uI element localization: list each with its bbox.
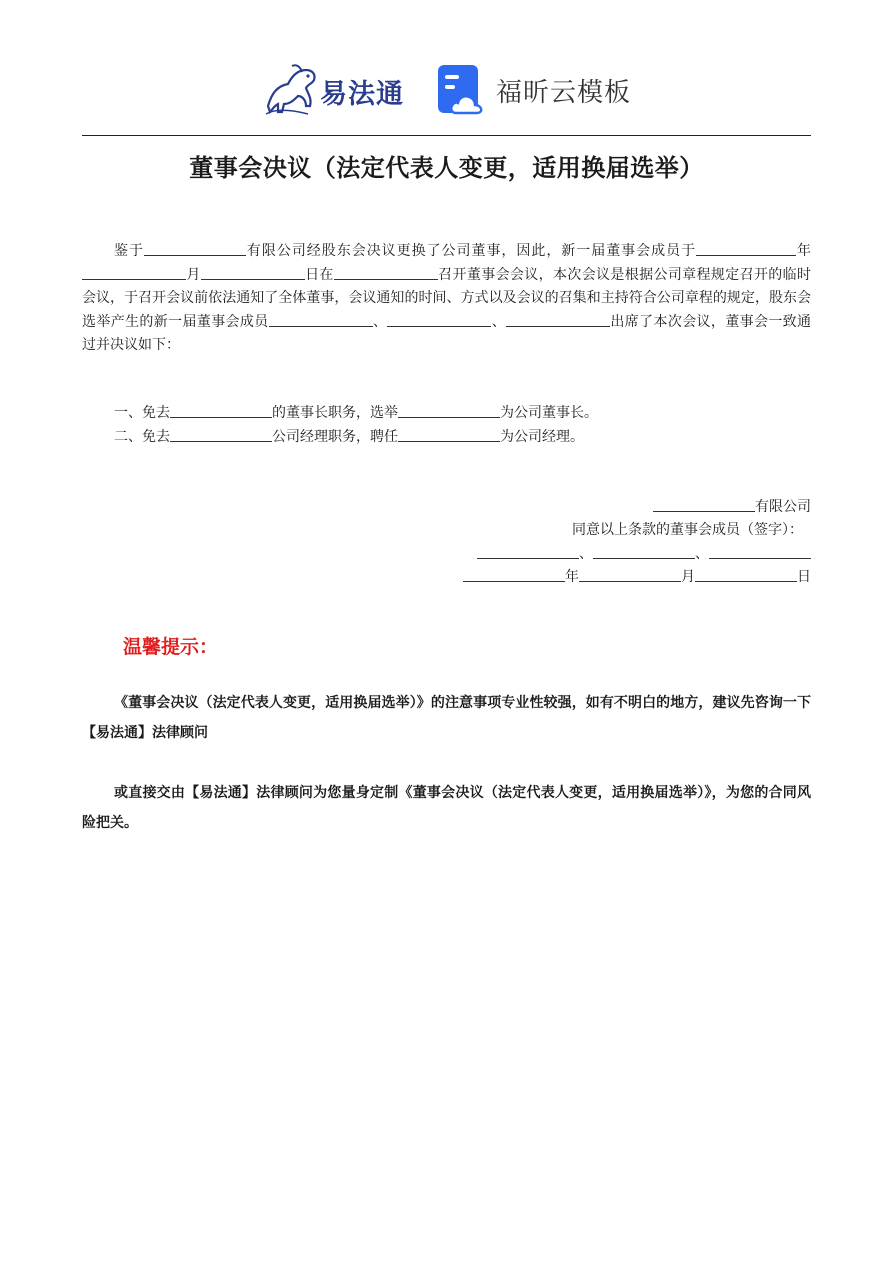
preamble-text: 有限公司经股东会决议更换了公司董事，因此，新一届董事会成员于 <box>245 243 697 259</box>
signature-blank[interactable] <box>593 543 695 559</box>
preamble-text: 日在 <box>304 266 334 283</box>
preamble-text: 年 <box>796 243 812 259</box>
signature-blank[interactable] <box>477 543 579 559</box>
signature-company-line <box>82 496 811 519</box>
removed-chairman-blank[interactable] <box>170 402 272 418</box>
signature-names-line <box>82 543 811 566</box>
yifatong-brand: 易法通 <box>320 79 404 110</box>
preamble-text: 鉴于 <box>114 243 144 259</box>
day-blank[interactable] <box>201 264 305 280</box>
signature-instruction: 同意以上条款的董事会成员（签字）： <box>572 522 803 538</box>
resolution-preamble <box>82 240 811 358</box>
month-blank[interactable] <box>82 264 186 280</box>
year-label: 年 <box>565 569 579 585</box>
signature-year-blank[interactable] <box>463 566 565 582</box>
resolution-text: 二、免去 <box>114 429 170 445</box>
fuxin-brand: 福昕云模板 <box>496 78 632 108</box>
company-blank[interactable] <box>144 240 246 256</box>
preamble-text: 、 <box>372 313 388 330</box>
tips-paragraph-2: 或直接交由【易法通】法律顾问为您量身定制《董事会决议（法定代表人变更，适用换届选举）》，为您的合同风险把关。 <box>82 785 811 831</box>
director-blank[interactable] <box>387 311 491 327</box>
resolution-item-2 <box>82 426 811 449</box>
preamble-text: 月 <box>186 266 201 283</box>
signature-date-line <box>82 566 811 589</box>
new-manager-blank[interactable] <box>398 426 500 442</box>
resolution-text: 为公司董事长。 <box>500 405 598 421</box>
tips-title: 温馨提示： <box>123 636 219 658</box>
resolution-text: 一、免去 <box>114 405 170 421</box>
signature-blank[interactable] <box>709 543 811 559</box>
resolution-text: 的董事长职务，选举 <box>272 405 398 421</box>
year-blank[interactable] <box>782 240 796 256</box>
qilin-logo-icon <box>262 62 322 118</box>
director-blank[interactable] <box>269 311 373 327</box>
page-header <box>0 58 893 122</box>
director-blank[interactable] <box>506 311 610 327</box>
removed-manager-blank[interactable] <box>170 426 272 442</box>
day-label: 日 <box>797 569 811 585</box>
month-label: 月 <box>681 569 695 585</box>
preamble-text: 召开董事会会议，本次会议是根据公司章程规定召开的临时会议，于召开会议前依法通知了全体董事，会议通知的时间、方式以及会议的召集和主持符合公司章程的规定，股东会选举产生的新一届董事会成员 <box>82 266 812 330</box>
resolution-text: 为公司经理。 <box>500 429 584 445</box>
separator: 、 <box>579 546 593 562</box>
signature-month-blank[interactable] <box>579 566 681 582</box>
signature-company-blank[interactable] <box>653 496 755 512</box>
signature-agree-line <box>82 519 811 542</box>
preamble-text: 、 <box>491 313 507 330</box>
company-suffix: 有限公司 <box>755 499 811 515</box>
header-divider <box>82 135 811 136</box>
resolution-item-1 <box>82 402 811 425</box>
preamble-text: 出席了本次会议，董事会一致通过并决议如下： <box>82 313 812 353</box>
document-title: 董事会决议（法定代表人变更，适用换届选举） <box>189 153 704 182</box>
separator: 、 <box>695 546 709 562</box>
signature-day-blank[interactable] <box>695 566 797 582</box>
document-cloud-icon <box>436 63 486 117</box>
year-blank[interactable] <box>696 240 782 256</box>
venue-blank[interactable] <box>334 264 438 280</box>
new-chairman-blank[interactable] <box>398 402 500 418</box>
tips-paragraph-1: 《董事会决议（法定代表人变更，适用换届选举）》的注意事项专业性较强，如有不明白的地方，建议先咨询一下【易法通】法律顾问 <box>82 695 811 741</box>
resolution-text: 公司经理职务，聘任 <box>272 429 398 445</box>
